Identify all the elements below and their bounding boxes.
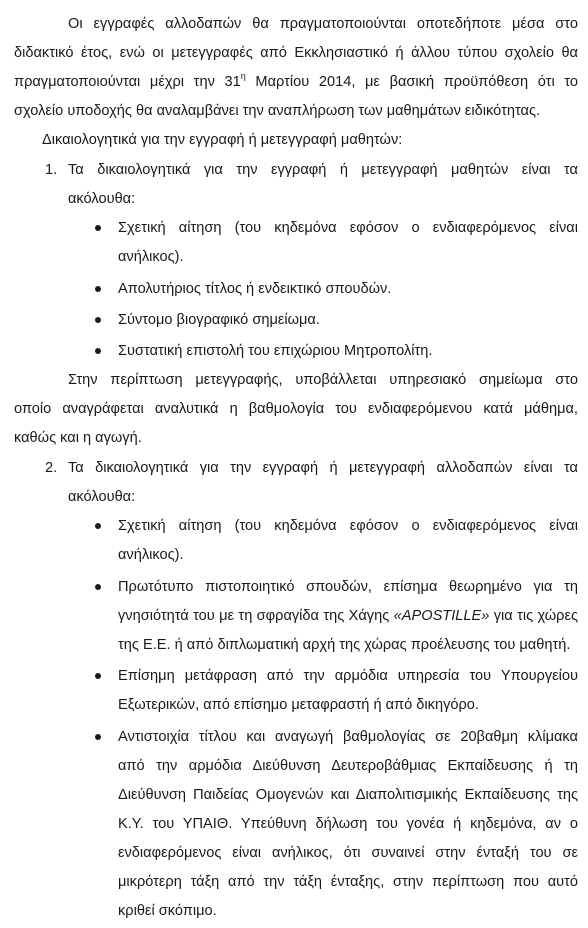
bullet-text: Σχετική αίτηση (του κηδεμόνα εφόσον ο ενδιαφερόμενος είναι xyxy=(118,220,578,236)
bullet-text: Απολυτήριος τίτλος ή ενδεικτικό σπουδών. xyxy=(118,281,392,297)
bullet-text: μικρότερη τάξη από την τάξη ένταξης, στην περίπτωση που αυτό xyxy=(118,874,578,890)
bullet-text: Εξωτερικών, από επίσημο μεταφραστή ή από δικηγόρο. xyxy=(118,697,479,713)
bullet-text: κριθεί σκόπιμο. xyxy=(118,903,217,919)
apostille-term: «APOSTILLE» xyxy=(393,608,490,624)
bullet-icon xyxy=(95,523,101,529)
bullet-text: Κ.Υ. του ΥΠΑΙΘ. Υπεύθυνη δήλωση του γονέα ή κηδεμόνα, αν ο xyxy=(118,816,578,832)
intro-line xyxy=(14,72,578,92)
bullet-icon xyxy=(95,225,101,231)
ordinal-superscript: η xyxy=(240,71,246,82)
bullet-text: Σύντομο βιογραφικό σημείωμα. xyxy=(118,312,320,328)
bullet-text: ενδιαφερόμενος είναι ανήλικος, ότι συναινεί στην ένταξή του σε xyxy=(118,845,578,861)
bullet-icon xyxy=(95,286,101,292)
list-number: 1. xyxy=(45,162,58,178)
section-heading: Δικαιολογητικά για την εγγραφή ή μετεγγραφή μαθητών: xyxy=(42,132,403,148)
intro-date-rest: Μαρτίου 2014, με βασική προϋπόθεση ότι το xyxy=(245,74,579,90)
bullet-text: της Ε.Ε. ή από διπλωματική αρχή της χώρας προέλευσης του μαθητή. xyxy=(118,637,571,653)
list-number: 2. xyxy=(45,460,58,476)
intro-line: Οι εγγραφές αλλοδαπών θα πραγματοποιούνται οποτεδήποτε μέσα στο xyxy=(68,16,578,32)
bullet-text: Διεύθυνση Παιδείας Ομογενών και Διαπολιτισμικής Εκπαίδευσης της xyxy=(118,787,578,803)
bullet-text: από την αρμόδια Διεύθυνση Δευτεροβάθμιας Εκπαίδευσης ή τη xyxy=(118,758,578,774)
bullet-text: ανήλικος). xyxy=(118,249,184,265)
bullet-icon xyxy=(95,317,101,323)
bullet-icon xyxy=(95,673,101,679)
list-item-text: Τα δικαιολογητικά για την εγγραφή ή μετεγγραφή μαθητών είναι τα xyxy=(68,162,578,178)
list-item-text: ακόλουθα: xyxy=(68,489,136,505)
bullet-text: Αντιστοιχία τίτλου και αναγωγή βαθμολογίας σε 20βαθμη κλίμακα xyxy=(118,729,578,745)
bullet-text-part: γνησιότητά του με τη σφραγίδα της Χάγης xyxy=(118,608,394,624)
bullet-text: ανήλικος). xyxy=(118,547,184,563)
intro-date-text: πραγματοποιούνται μέχρι την 31 xyxy=(14,74,241,90)
bullet-text: Πρωτότυπο πιστοποιητικό σπουδών, επίσημα θεωρημένο για τη xyxy=(118,579,578,595)
bullet-text: Επίσημη μετάφραση από την αρμόδια υπηρεσία του Υπουργείου xyxy=(118,668,578,684)
bullet-icon xyxy=(95,348,101,354)
bullet-icon xyxy=(95,734,101,740)
list-item-text: Τα δικαιολογητικά για την εγγραφή ή μετεγγραφή αλλοδαπών είναι τα xyxy=(68,460,578,476)
intro-line: σχολείο υποδοχής θα αναλαμβάνει την αναπλήρωση των μαθημάτων ειδικότητας. xyxy=(14,103,541,119)
bullet-text: Σχετική αίτηση (του κηδεμόνα εφόσον ο ενδιαφερόμενος είναι xyxy=(118,518,578,534)
bullet-text: Συστατική επιστολή του επιχώριου Μητροπολίτη. xyxy=(118,343,433,359)
intro-line: διδακτικό έτος, ενώ οι μετεγγραφές από Εκκλησιαστικό ή άλλου τύπου σχολείο θα xyxy=(14,45,578,61)
bullet-icon xyxy=(95,584,101,590)
bullet-text xyxy=(118,606,578,626)
note-line: καθώς και η αγωγή. xyxy=(14,430,142,446)
list-item-text: ακόλουθα: xyxy=(68,191,136,207)
note-line: Στην περίπτωση μετεγγραφής, υποβάλλεται υπηρεσιακό σημείωμα στο xyxy=(68,372,578,388)
bullet-text-part: για τις χώρες xyxy=(489,608,579,624)
note-line: οποίο αναγράφεται αναλυτικά η βαθμολογία του ενδιαφερόμενου κατά μάθημα, xyxy=(14,401,578,417)
